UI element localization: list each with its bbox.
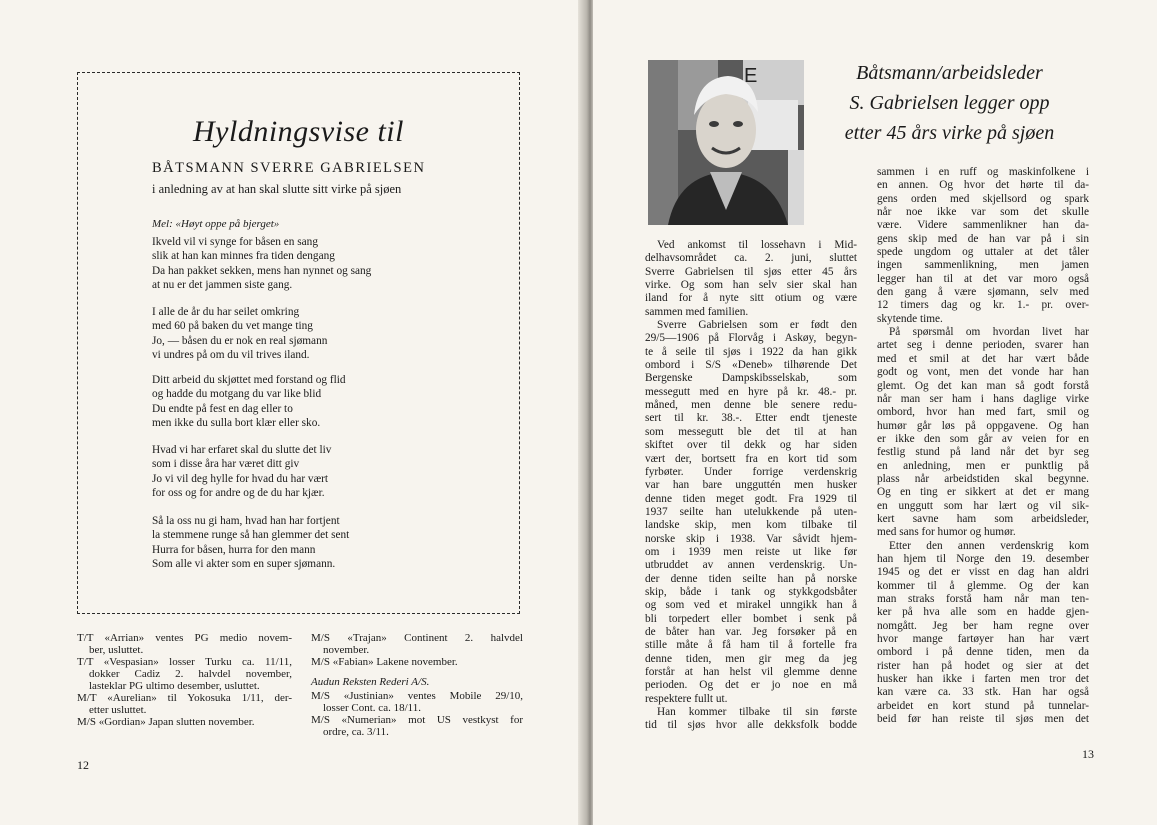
poem-verse: [152, 373, 442, 430]
verse-line: at nu er det jammen siste gang.: [152, 278, 293, 291]
rederi-heading: Audun Reksten Rederi A/S.: [311, 676, 430, 688]
fleet-line: dokker Cadiz 2. halvdel november,: [89, 668, 292, 680]
melody-note: Mel: «Høyt oppe på bjerget»: [152, 218, 280, 230]
article-line: beid før han reiste til sjøs men det: [877, 713, 1089, 726]
page-number-right: 13: [1082, 747, 1094, 761]
article-line: humør går løs på oppgavene. Og han: [877, 419, 1089, 432]
article-line: var han bare ungguttén men husker: [645, 479, 857, 492]
verse-line: men ikke du sulla bort klær eller sko.: [152, 416, 321, 429]
article-line: Etter den annen verdenskrig kom: [889, 539, 1089, 552]
verse-line: la stemmene runge så han glemmer det sent: [152, 529, 350, 542]
article-line: skip, både i tank og stykkgodsbåter: [645, 585, 857, 598]
article-line: om i 1939 men reiste ut like før: [645, 545, 857, 558]
article-line: kert savne ham som arbeidsleder,: [877, 512, 1089, 525]
article-line: plass når arbeidstiden skal begynne.: [877, 472, 1089, 485]
article-line: måned, men denne ble senere redu-: [645, 399, 857, 412]
article-line: husker han ikke i farten men tror det: [877, 673, 1089, 686]
fleet-list-right: [311, 632, 523, 668]
article-line: en anledning, men er punktlig på: [877, 459, 1089, 472]
article-line: iland for å nyte sitt otium og være: [645, 292, 857, 305]
poem-verse: [152, 305, 442, 362]
article-line: den gang å være sjømann, selv med: [877, 286, 1089, 299]
article-line: med et smil at det har vært både: [877, 352, 1089, 365]
article-line: der denne tiden seilte han på norske: [645, 572, 857, 585]
fleet-line: november.: [323, 644, 370, 656]
poem-title: Hyldningsvise til: [193, 115, 404, 148]
article-line: Han kommer tilbake til sin første: [657, 706, 857, 719]
article-line: virke. Og som han selv sier skal han: [645, 279, 857, 292]
article-line: 1937 seilte han utelukkende på uten-: [645, 505, 857, 518]
article-headline: [832, 58, 1067, 148]
article-line: ombord i S/S «Deneb» tilhørende Det: [645, 359, 857, 372]
article-line: Ved ankomst til lossehavn i Mid-: [657, 239, 857, 251]
article-line: forstår at han helst vil glemme denne: [645, 666, 857, 678]
verse-line: Da han pakket sekken, mens han nynnet og sang: [152, 264, 372, 277]
verse-line: Du endte på fest en dag eller to: [152, 402, 293, 415]
article-line: kommer til å glemme. Og der kan: [877, 579, 1089, 592]
fleet-line: ordre, ca. 3/11.: [323, 726, 389, 738]
fleet-line: M/S «Gordian» Japan slutten november.: [77, 716, 255, 728]
fleet-list-left: [77, 632, 292, 728]
article-line: godt og vont, men det vonde har han: [877, 366, 1089, 379]
article-line: med sans for humor og humør.: [877, 526, 1016, 539]
article-line: en annen. Og hvor det hørte til da-: [877, 179, 1089, 192]
headline-line-2: S. Gabrielsen legger opp: [849, 92, 1050, 114]
article-line: ombord i på denne tiden, men da: [877, 646, 1089, 659]
headline-line-3: etter 45 års virke på sjøen: [844, 122, 1055, 144]
article-line: Sverre Gabrielsen til sjøs etter 45 års: [645, 265, 857, 278]
article-line: 1945 og det er visst en dag han aldri: [877, 566, 1089, 579]
article-line: På spørsmål om hvordan livet har: [889, 326, 1089, 339]
article-line: glemt. Og det kan man så godt forstå: [877, 379, 1089, 392]
article-line: en unggutt som har lært og vil sik-: [877, 499, 1089, 512]
article-line: vært der, bortsett fra en kort tid som: [645, 452, 857, 465]
verse-line: Så la oss nu gi ham, hvad han har fortjent: [152, 515, 340, 527]
article-line: man straks forstå ham når man ten-: [877, 593, 1089, 605]
headline-line-1: Båtsmann/arbeidsleder: [856, 62, 1043, 84]
fleet-line: losser Cont. ca. 18/11.: [323, 702, 421, 714]
article-line: ombord, hvor han med fart, smil og: [877, 406, 1089, 419]
article-line: 12 timers dag og kr. 1.- pr. over-: [877, 299, 1089, 312]
article-line: delhavsområdet ca. 2. juni, sluttet: [645, 252, 857, 265]
article-line: legger han til at det var moro også: [877, 272, 1089, 285]
portrait-photo: [648, 60, 804, 225]
verse-line: for oss og for andre og de du har kjær.: [152, 486, 325, 499]
fleet-line: M/S «Justinian» ventes Mobile 29/10,: [311, 690, 523, 702]
article-line: ker på hva alle som en hadde gjen-: [877, 606, 1089, 619]
verse-line: som i disse åra har været ditt giv: [152, 458, 300, 471]
fleet-line: M/T «Aurelian» til Yokosuka 1/11, der-: [77, 692, 292, 704]
article-line: denne tiden meget godt. Fra 1929 til: [645, 492, 857, 505]
article-line: artet seg i denne perioden, svarer han: [877, 339, 1089, 352]
article-line: norske skip i 1938. Var såvidt hjem-: [645, 532, 857, 545]
poem-subtitle: i anledning av at han skal slutte sitt virke på sjøen: [152, 182, 402, 196]
article-line: gens orden med skjellsord og spark: [877, 192, 1089, 205]
article-column-left: [645, 239, 857, 733]
article-line: te å seile til sjøs i 1922 da han gikk: [645, 345, 857, 358]
article-line: kan være ca. 33 stk. Han har også: [877, 686, 1089, 699]
article-line: sert til kr. 38.-. Etter endt tjeneste: [645, 412, 857, 425]
article-line: rister han på hodet og sier at det: [877, 659, 1089, 672]
article-line: som messegutt ble det til at han: [645, 425, 857, 438]
article-line: skytende time.: [877, 312, 943, 325]
article-line: de båter han var. Jeg forsøker på en: [645, 625, 857, 638]
verse-line: Som alle vi akter som en super sjømann.: [152, 557, 336, 570]
article-line: fyrbøter. Under forrige verdenskrig: [645, 465, 857, 478]
verse-line: Hvad vi har erfaret skal du slutte det liv: [152, 444, 332, 456]
poem-honoree: BÅTSMANN SVERRE GABRIELSEN: [152, 160, 426, 176]
article-line: han hjem til Norge den 19. desember: [877, 552, 1089, 565]
article-line: er ikke den som går av veien for en: [877, 432, 1089, 445]
article-line: når noe ikke var som det skulle: [877, 206, 1089, 219]
fleet-line: M/S «Fabian» Lakene november.: [311, 656, 458, 668]
article-line: nomgått. Jeg ber ham regne over: [877, 619, 1089, 632]
article-line: Sverre Gabrielsen som er født den: [657, 319, 857, 332]
article-line: landske skip, men kom tilbake til: [645, 519, 857, 532]
poem-frame: [77, 72, 520, 614]
article-line: respektere fullt ut.: [645, 692, 728, 705]
verse-line: Hurra for båsen, hurra for den mann: [152, 543, 316, 556]
article-line: Og en ting er sikkert at det er mang: [877, 486, 1089, 499]
article-line: hvor mange fartøyer han har vært: [877, 633, 1089, 646]
article-line: og som ved et mirakel unngikk han å: [645, 599, 857, 612]
verse-line: vi undres på om du vil trives iland.: [152, 348, 310, 361]
fleet-line: M/S «Numerian» mot US vestkyst for: [311, 714, 523, 726]
verse-line: og hadde du motgang du var like blid: [152, 388, 322, 401]
verse-line: Jo, — båsen du er nok en real sjømann: [152, 334, 328, 347]
article-line: når man ser ham i hans daglige virke: [877, 392, 1089, 405]
poem-verse: [152, 235, 442, 292]
verse-line: Ditt arbeid du skjøttet med forstand og flid: [152, 374, 346, 386]
article-line: Bergenske Dampskibsselskab, som: [645, 372, 857, 385]
article-line: arbeidet en kort stund på tunnelar-: [877, 699, 1089, 712]
article-line: perioden. Og det er jo noe en må: [645, 679, 857, 692]
article-line: festlig stund på land når det byr seg: [877, 446, 1089, 459]
verse-line: Ikveld vil vi synge for båsen en sang: [152, 236, 318, 248]
article-line: sammen med familien.: [645, 305, 749, 318]
article-line: være. Videre sammenlikner han da-: [877, 219, 1089, 232]
poem-verse: [152, 514, 442, 571]
fleet-line: T/T «Arrian» ventes PG medio novem-: [77, 632, 292, 644]
article-column-right: [877, 166, 1089, 726]
article-line: skiftet over til dekk og har siden: [645, 439, 857, 452]
fleet-line: M/S «Trajan» Continent 2. halvdel: [311, 632, 523, 644]
article-line: denne tiden, men gir meg da jeg: [645, 652, 857, 665]
poem-verse: [152, 443, 442, 500]
article-line: bli torpedert eller bombet i senk på: [645, 612, 857, 625]
verse-line: slik at han kan minnes fra tiden dengang: [152, 250, 335, 263]
fleet-line: T/T «Vespasian» losser Turku ca. 11/11,: [77, 656, 292, 668]
fleet-list-rederi: [311, 690, 523, 738]
article-line: spede ungdom og uttaler at det tåler: [877, 246, 1089, 259]
fleet-line: etter usluttet.: [89, 704, 147, 716]
photo-sign-letter: E: [744, 65, 758, 87]
article-line: tid til sjøs hvor alle dekksfolk bodde: [645, 719, 857, 732]
fleet-line: ber, usluttet.: [89, 644, 144, 656]
article-line: utbruddet av annen verdenskrig. Un-: [645, 559, 857, 572]
page-number-left: 12: [77, 758, 89, 772]
fleet-line: lasteklar PG ultimo desember, usluttet.: [89, 680, 260, 692]
verse-line: I alle de år du har seilet omkring: [152, 306, 300, 318]
article-line: messegutt med en hyre på kr. 48.- pr.: [645, 385, 857, 398]
article-line: gens skip med de han var på i sin: [877, 232, 1089, 245]
article-line: sammen i en ruff og maskinfolkene i: [877, 166, 1089, 178]
article-line: ingen sammenlikning, men jamen: [877, 259, 1089, 272]
article-line: 29/5—1906 på Florvåg i Askøy, begyn-: [645, 332, 857, 345]
verse-line: Jo vi vil deg hylle for hvad du har vært: [152, 472, 329, 485]
article-line: stille måte å få ham til å fortelle fra: [645, 639, 857, 652]
verse-line: med 60 på baken du vet mange ting: [152, 320, 313, 333]
